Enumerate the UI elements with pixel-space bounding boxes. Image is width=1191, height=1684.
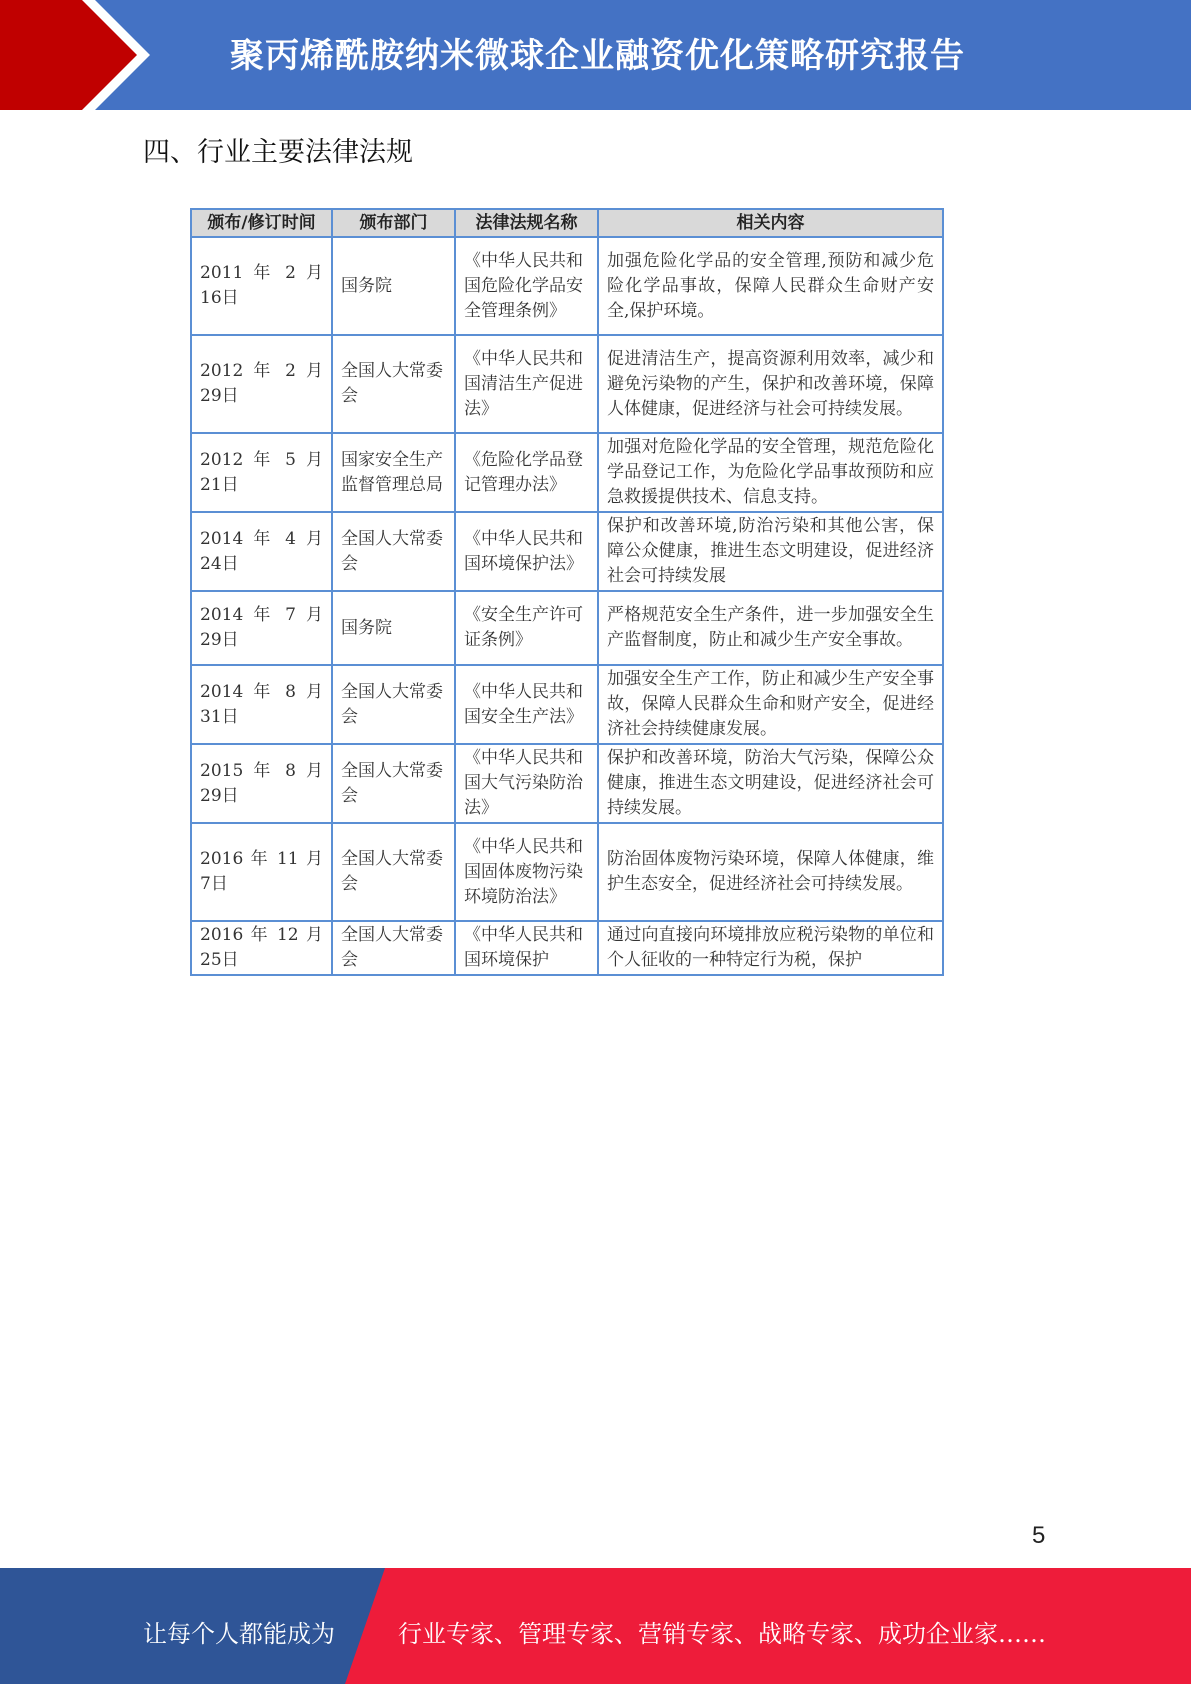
cell-department: 全国人大常委会 [332, 744, 455, 823]
table-row [191, 433, 943, 512]
report-title: 聚丙烯酰胺纳米微球企业融资优化策略研究报告 [230, 36, 965, 76]
header-chevron-icon [0, 0, 160, 110]
column-header-department: 颁布部门 [332, 209, 455, 237]
table-row [191, 921, 943, 975]
cell-date: 2014 年 4 月 24日 [191, 512, 332, 591]
page-header [0, 0, 1191, 110]
cell-date: 2014 年 8 月 31日 [191, 665, 332, 744]
cell-date: 2014 年 7 月 29日 [191, 591, 332, 665]
cell-department: 全国人大常委会 [332, 921, 455, 975]
column-header-date: 颁布/修订时间 [191, 209, 332, 237]
cell-date: 2012 年 2 月 29日 [191, 335, 332, 433]
table-header-row [191, 209, 943, 237]
cell-content: 严格规范安全生产条件，进一步加强安全生产监督制度，防止和减少生产安全事故。 [598, 591, 943, 665]
cell-content: 保护和改善环境，防治大气污染，保障公众健康，推进生态文明建设，促进经济社会可持续发展。 [598, 744, 943, 823]
regulations-table [190, 208, 944, 976]
footer-slogan-left: 让每个人都能成为 [143, 1620, 335, 1648]
table-row [191, 823, 943, 921]
cell-law-name: 《中华人民共和国危险化学品安全管理条例》 [455, 237, 598, 335]
cell-law-name: 《中华人民共和国安全生产法》 [455, 665, 598, 744]
footer-slogan-right: 行业专家、管理专家、营销专家、战略专家、成功企业家…… [398, 1620, 1046, 1648]
cell-law-name: 《中华人民共和国固体废物污染环境防治法》 [455, 823, 598, 921]
table-row [191, 237, 943, 335]
column-header-content: 相关内容 [598, 209, 943, 237]
cell-date: 2016 年 11 月 7日 [191, 823, 332, 921]
regulations-table-wrapper [190, 208, 942, 970]
cell-law-name: 《中华人民共和国大气污染防治法》 [455, 744, 598, 823]
cell-department: 全国人大常委会 [332, 665, 455, 744]
cell-date: 2016 年 12 月 25日 [191, 921, 332, 975]
page-footer [0, 1568, 1191, 1684]
column-header-law-name: 法律法规名称 [455, 209, 598, 237]
cell-content: 通过向直接向环境排放应税污染物的单位和个人征收的一种特定行为税，保护 [598, 921, 943, 975]
cell-content: 保护和改善环境,防治污染和其他公害，保障公众健康，推进生态文明建设，促进经济社会可持续发展 [598, 512, 943, 591]
table-row [191, 512, 943, 591]
cell-law-name: 《中华人民共和国环境保护法》 [455, 512, 598, 591]
section-heading: 四、行业主要法律法规 [143, 137, 413, 168]
cell-content: 防治固体废物污染环境，保障人体健康，维护生态安全，促进经济社会可持续发展。 [598, 823, 943, 921]
cell-law-name: 《安全生产许可证条例》 [455, 591, 598, 665]
cell-date: 2012 年 5 月 21日 [191, 433, 332, 512]
cell-law-name: 《危险化学品登记管理办法》 [455, 433, 598, 512]
table-row [191, 665, 943, 744]
cell-department: 全国人大常委会 [332, 335, 455, 433]
cell-department: 国家安全生产监督管理总局 [332, 433, 455, 512]
cell-law-name: 《中华人民共和国清洁生产促进法》 [455, 335, 598, 433]
cell-law-name: 《中华人民共和国环境保护 [455, 921, 598, 975]
cell-content: 促进清洁生产，提高资源利用效率，减少和避免污染物的产生，保护和改善环境，保障人体健康，促进经济与社会可持续发展。 [598, 335, 943, 433]
cell-content: 加强危险化学品的安全管理,预防和减少危险化学品事故，保障人民群众生命财产安全,保护环境。 [598, 237, 943, 335]
cell-department: 国务院 [332, 237, 455, 335]
table-row [191, 335, 943, 433]
cell-department: 国务院 [332, 591, 455, 665]
cell-date: 2011 年 2 月 16日 [191, 237, 332, 335]
table-row [191, 744, 943, 823]
cell-department: 全国人大常委会 [332, 823, 455, 921]
page-number: 5 [1032, 1522, 1046, 1549]
cell-content: 加强对危险化学品的安全管理，规范危险化学品登记工作，为危险化学品事故预防和应急救援提供技术、信息支持。 [598, 433, 943, 512]
cell-date: 2015 年 8 月 29日 [191, 744, 332, 823]
cell-department: 全国人大常委会 [332, 512, 455, 591]
table-row [191, 591, 943, 665]
cell-content: 加强安全生产工作，防止和减少生产安全事故，保障人民群众生命和财产安全，促进经济社会持续健康发展。 [598, 665, 943, 744]
